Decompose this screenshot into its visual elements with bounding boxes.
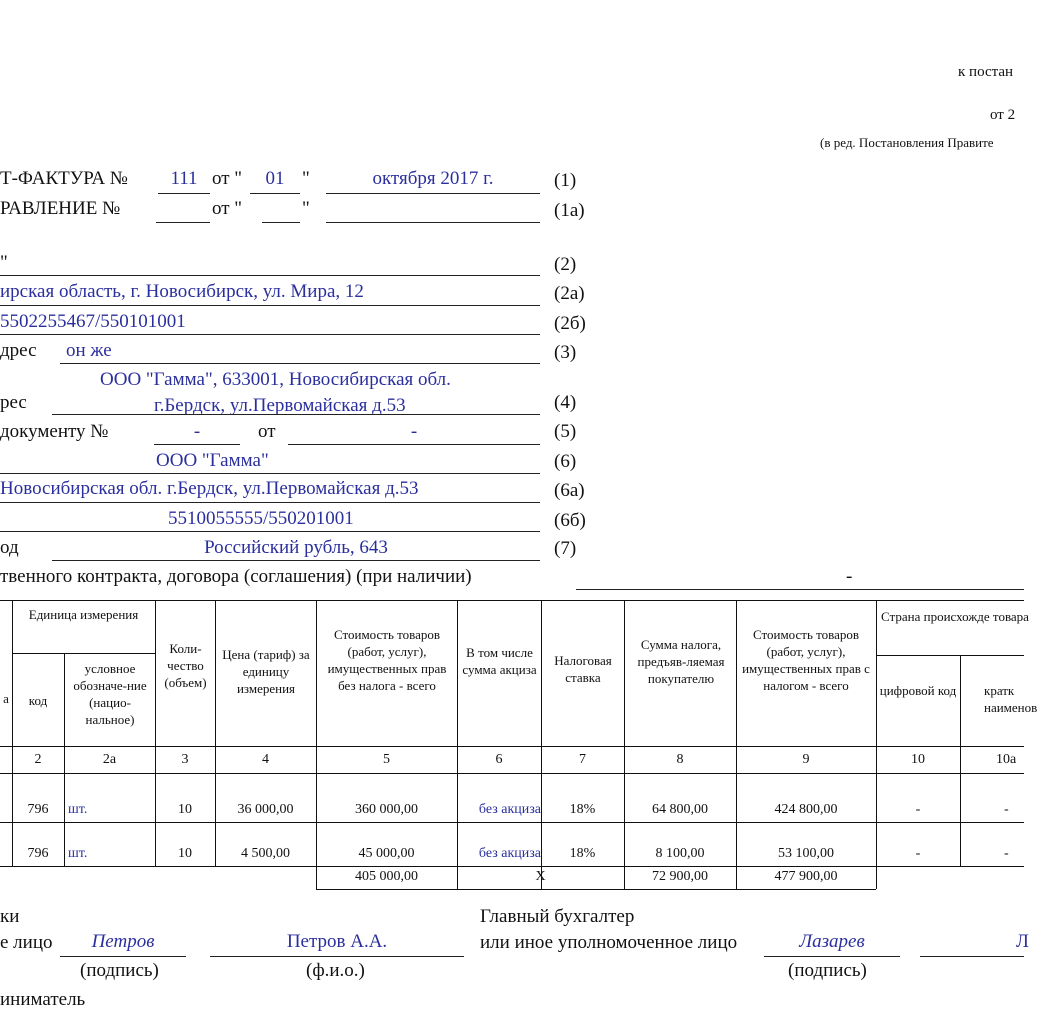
payment-doc-number: - bbox=[193, 421, 201, 442]
entrepreneur-label: иниматель bbox=[0, 989, 86, 1010]
code-2: (2) bbox=[554, 254, 577, 275]
left-name-underline bbox=[210, 956, 464, 957]
item1-unit: шт. bbox=[68, 802, 88, 817]
chief-sign-underline bbox=[764, 956, 900, 957]
item1-country-name: - bbox=[1004, 802, 1009, 817]
colnum-8: 8 bbox=[676, 752, 684, 767]
seller-address-underline bbox=[0, 305, 540, 306]
left-sign-underline bbox=[60, 956, 186, 957]
invoice-number-underline bbox=[158, 193, 210, 194]
contract-label: твенного контракта, договора (соглашения) (при наличии) bbox=[0, 566, 472, 587]
code-7: (7) bbox=[554, 538, 577, 559]
item2-total: 53 100,00 bbox=[778, 846, 834, 861]
invoice-day: 01 bbox=[265, 168, 285, 189]
header-cost-no-tax: Стоимость товаров (работ, услуг), имущественных прав без налога - всего bbox=[327, 627, 447, 693]
header-country-code: цифровой код bbox=[879, 683, 957, 698]
invoice-day-underline bbox=[250, 193, 300, 194]
item1-excise: без акциза bbox=[478, 802, 541, 817]
code-6b: (6б) bbox=[554, 510, 586, 531]
item1-price: 36 000,00 bbox=[237, 802, 294, 817]
header-excise: В том числе сумма акциза bbox=[462, 645, 537, 677]
item1-country-code: - bbox=[915, 802, 921, 817]
total-cost: 405 000,00 bbox=[355, 869, 418, 884]
colnum-9: 9 bbox=[802, 752, 810, 767]
item2-country-name: - bbox=[1004, 846, 1009, 861]
code-4: (4) bbox=[554, 392, 577, 413]
chief-name-underline bbox=[920, 956, 1024, 957]
invoice-ot: от " bbox=[212, 168, 243, 189]
header-country-group: Страна происхожде товара bbox=[881, 609, 1029, 624]
invoice-title: Т-ФАКТУРА № bbox=[0, 168, 128, 189]
colnum-2: 2 bbox=[34, 752, 42, 767]
item2-rate: 18% bbox=[569, 846, 596, 861]
shipper-label: дрес bbox=[0, 340, 37, 361]
colnum-4: 4 bbox=[262, 752, 269, 767]
invoice-number: 111 bbox=[170, 168, 198, 189]
totals-bottom bbox=[316, 889, 876, 890]
unit-group-divider bbox=[12, 653, 155, 654]
seller-underline bbox=[0, 275, 540, 276]
chief-signature: Лазарев bbox=[799, 931, 865, 952]
col-3-right bbox=[215, 600, 216, 866]
item1-total: 424 800,00 bbox=[774, 802, 838, 817]
chief-accountant-title: Главный бухгалтер bbox=[480, 906, 635, 927]
header-cost-with-tax: Стоимость товаров (работ, услуг), имущественных прав с налогом - всего bbox=[742, 627, 870, 693]
consignee-underline bbox=[52, 414, 540, 415]
code-1: (1) bbox=[554, 170, 577, 191]
header-ref-line1: к постан bbox=[958, 64, 1014, 80]
numbers-row-bottom bbox=[0, 773, 1024, 774]
payment-doc-date: - bbox=[410, 421, 418, 442]
seller-address: ирская область, г. Новосибирск, ул. Мира, 12 bbox=[0, 281, 364, 302]
consignee-label: рес bbox=[0, 392, 27, 413]
header-country-name: кратк наименов bbox=[984, 683, 1038, 715]
payment-doc-number-underline bbox=[154, 444, 240, 445]
item1-rate: 18% bbox=[569, 802, 596, 817]
contract-value: - bbox=[846, 566, 853, 587]
code-2b: (2б) bbox=[554, 313, 586, 334]
header-ref-line2: от 2 bbox=[990, 107, 1016, 123]
country-group-divider bbox=[876, 655, 1024, 656]
table-top-border bbox=[0, 600, 1024, 601]
buyer-address-underline bbox=[0, 502, 540, 503]
buyer-name: ООО "Гамма" bbox=[156, 450, 269, 471]
correction-number-underline bbox=[156, 222, 210, 223]
total-with-tax: 477 900,00 bbox=[774, 869, 838, 884]
code-2a: (2а) bbox=[554, 283, 585, 304]
item1-cost: 360 000,00 bbox=[355, 802, 418, 817]
chief-accountant-sub: или иное уполномоченное лицо bbox=[480, 932, 738, 953]
col-a-right bbox=[12, 600, 13, 866]
code-6: (6) bbox=[554, 451, 577, 472]
header-unit-symbol: условное обозначе-ние (нацио-нальное) bbox=[73, 661, 147, 727]
chief-caption-sign: (подпись) bbox=[788, 960, 867, 981]
payment-doc-label: документу № bbox=[0, 421, 109, 442]
code-6a: (6а) bbox=[554, 480, 585, 501]
invoice-quote: " bbox=[302, 168, 310, 189]
contract-underline bbox=[576, 589, 1024, 590]
consignee-line1: ООО "Гамма", 633001, Новосибирская обл. bbox=[100, 369, 451, 390]
left-caption-name: (ф.и.о.) bbox=[306, 960, 365, 981]
header-tax-rate: Налоговая ставка bbox=[554, 653, 612, 685]
item2-qty: 10 bbox=[178, 846, 192, 861]
seller-label: " bbox=[0, 252, 8, 273]
seller-inn: 5502255467/550101001 bbox=[0, 311, 186, 332]
correction-day-underline bbox=[262, 222, 300, 223]
payment-doc-ot: от bbox=[258, 421, 276, 442]
consignee-line2: г.Бердск, ул.Первомайская д.53 bbox=[154, 395, 406, 416]
header-ref-line3: (в ред. Постановления Правите bbox=[820, 135, 994, 150]
invoice-month-underline bbox=[326, 193, 540, 194]
code-3: (3) bbox=[554, 342, 577, 363]
colnum-3: 3 bbox=[181, 752, 189, 767]
item1-qty: 10 bbox=[178, 802, 192, 817]
buyer-address: Новосибирская обл. г.Бердск, ул.Первомайская д.53 bbox=[0, 478, 419, 499]
left-caption-sign: (подпись) bbox=[80, 960, 159, 981]
buyer-inn-underline bbox=[0, 531, 540, 532]
item2-excise: без акциза bbox=[478, 846, 541, 861]
currency-value: Российский рубль, 643 bbox=[204, 537, 388, 558]
colnum-6: 6 bbox=[495, 752, 503, 767]
code-5: (5) bbox=[554, 421, 577, 442]
item1-tax: 64 800,00 bbox=[652, 802, 708, 817]
colnum-7: 7 bbox=[579, 752, 586, 767]
currency-underline bbox=[52, 560, 540, 561]
left-signer-label2: е лицо bbox=[0, 932, 53, 953]
left-signer-name: Петров А.А. bbox=[286, 931, 388, 952]
payment-doc-date-underline bbox=[288, 444, 540, 445]
item1-bottom bbox=[0, 822, 1024, 823]
colnum-2a: 2а bbox=[102, 752, 117, 767]
item1-code: 796 bbox=[27, 802, 49, 817]
item2-tax: 8 100,00 bbox=[655, 846, 705, 861]
colnum-5: 5 bbox=[383, 752, 390, 767]
shipper-underline bbox=[60, 363, 540, 364]
header-price: Цена (тариф) за единицу измерения bbox=[222, 647, 310, 696]
total-tax: 72 900,00 bbox=[652, 869, 708, 884]
item2-unit: шт. bbox=[68, 846, 88, 861]
left-signature: Петров bbox=[91, 931, 155, 952]
item2-code: 796 bbox=[27, 846, 49, 861]
col-10-right bbox=[960, 655, 961, 866]
invoice-month-year: октября 2017 г. bbox=[372, 168, 494, 189]
buyer-underline bbox=[0, 473, 540, 474]
item2-cost: 45 000,00 bbox=[358, 846, 415, 861]
header-unit-group: Единица измерения bbox=[28, 607, 139, 622]
correction-ot: от " bbox=[212, 198, 243, 219]
item2-bottom bbox=[0, 866, 1024, 867]
left-signer-label1: ки bbox=[0, 906, 20, 927]
colnum-10a: 10а bbox=[996, 752, 1017, 767]
colnum-10: 10 bbox=[911, 752, 925, 767]
header-bottom-border bbox=[0, 746, 1024, 747]
correction-quote: " bbox=[302, 198, 310, 219]
item2-country-code: - bbox=[915, 846, 921, 861]
header-unit-code: код bbox=[28, 693, 48, 708]
correction-date-underline bbox=[326, 222, 540, 223]
currency-label: од bbox=[0, 537, 19, 558]
item2-price: 4 500,00 bbox=[241, 846, 290, 861]
shipper-value: он же bbox=[66, 340, 112, 361]
seller-inn-underline bbox=[0, 334, 540, 335]
correction-title: РАВЛЕНИЕ № bbox=[0, 198, 121, 219]
header-quantity: Коли-чество (объем) bbox=[164, 641, 207, 690]
header-col-a: а bbox=[3, 691, 9, 706]
chief-name: Л bbox=[1016, 931, 1029, 952]
buyer-inn: 5510055555/550201001 bbox=[168, 508, 354, 529]
code-1a: (1а) bbox=[554, 200, 585, 221]
total-excise: Х bbox=[535, 869, 546, 884]
header-tax-sum: Сумма налога, предъяв-ляемая покупателю bbox=[637, 637, 725, 686]
